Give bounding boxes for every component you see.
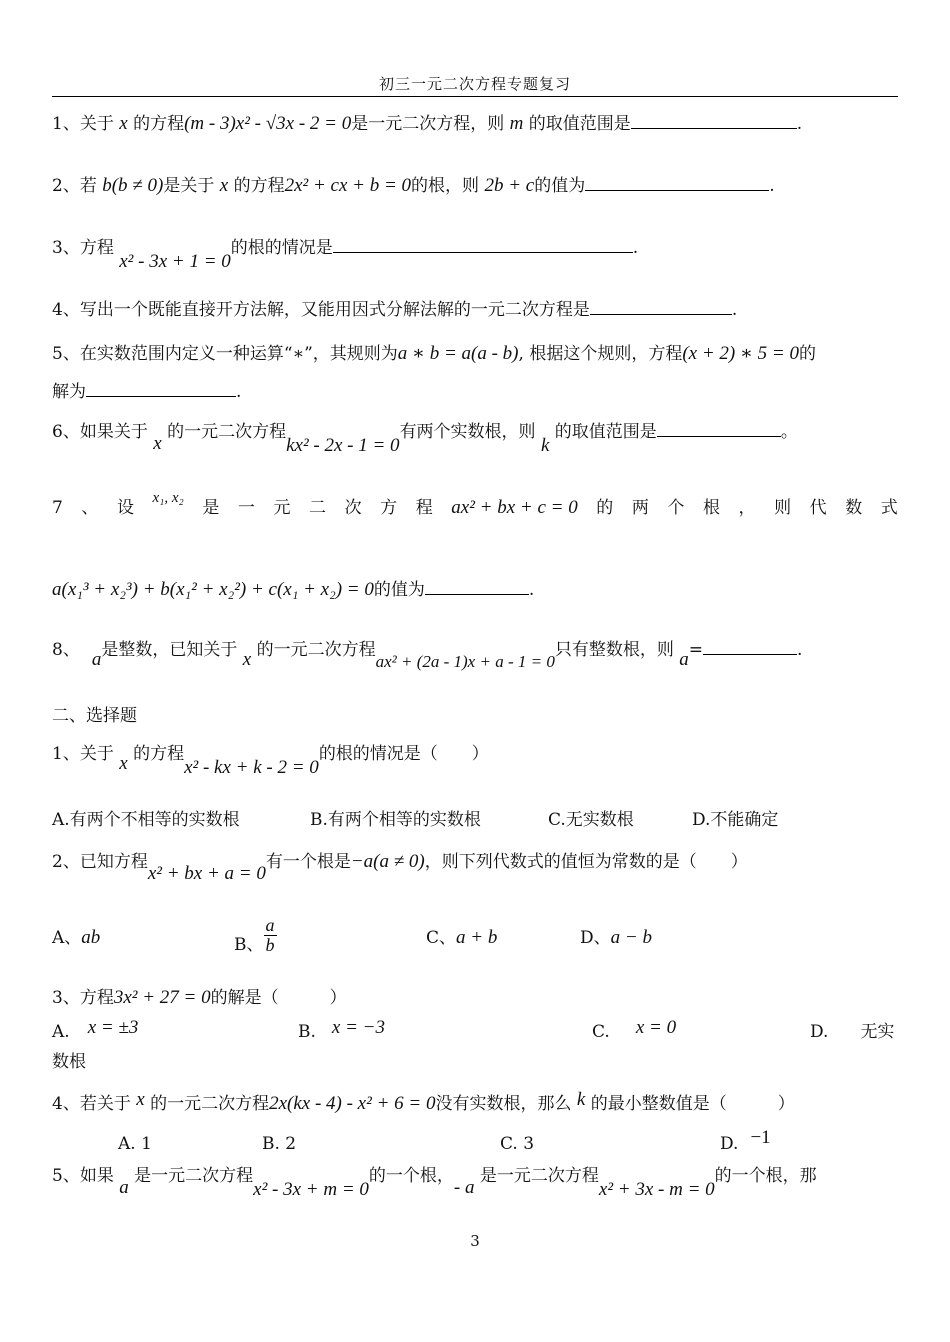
variable: - a bbox=[453, 1177, 475, 1198]
q-text: 如果关于 bbox=[79, 422, 154, 442]
q-text: 的方程 bbox=[127, 114, 185, 134]
q-text: 有一个根是 bbox=[265, 852, 351, 872]
q-text: 的一元二次方程 bbox=[251, 640, 376, 660]
q-text: 的方程 bbox=[127, 744, 185, 764]
variable: a bbox=[91, 649, 102, 670]
q-text: 写出一个既能直接开方法解，又能用因式分解法解的一元二次方程是 bbox=[79, 300, 590, 320]
q-text: . bbox=[236, 382, 242, 402]
q-text: 有两个实数根，则 bbox=[399, 422, 541, 442]
q-text: 若关于 bbox=[79, 1094, 137, 1114]
option-label: D、 bbox=[580, 928, 611, 948]
option-c[interactable] bbox=[548, 808, 634, 832]
option-b[interactable] bbox=[310, 808, 481, 832]
equation: x² - 3x + 1 = 0 bbox=[119, 251, 231, 272]
option-text: A. 1 bbox=[118, 1134, 152, 1154]
option-expression: a − b bbox=[610, 927, 652, 948]
q-text: 方程 bbox=[79, 238, 120, 258]
equation: x² + bx + a = 0 bbox=[147, 863, 266, 884]
option-d-cont bbox=[52, 1050, 86, 1074]
option-expression: x = 0 bbox=[635, 1017, 677, 1038]
fill-question-6 bbox=[52, 420, 798, 456]
q-text: 的解是（ ） bbox=[210, 988, 347, 1008]
option-text: 数根 bbox=[52, 1052, 86, 1072]
equation: ax² + bx + c = 0 bbox=[451, 497, 578, 518]
fill-question-5-cont bbox=[52, 380, 241, 404]
variable: k bbox=[540, 435, 550, 456]
q-text: 如果 bbox=[79, 1166, 120, 1186]
q-text: 是关于 bbox=[163, 176, 220, 196]
option-label: A. bbox=[52, 1022, 70, 1042]
option-b[interactable] bbox=[234, 916, 277, 955]
choice-question-4 bbox=[52, 1089, 795, 1116]
expression: 2b + c bbox=[484, 175, 535, 196]
fill-question-2 bbox=[52, 174, 775, 198]
q-text: 只有整数根，则 bbox=[554, 640, 680, 660]
q-text: 的值为 bbox=[534, 176, 586, 196]
variable: x bbox=[119, 113, 128, 134]
q-text: . bbox=[796, 640, 803, 660]
answer-blank[interactable] bbox=[590, 298, 732, 315]
choice-question-3 bbox=[52, 986, 347, 1010]
q-text: ”，其规则为 bbox=[304, 344, 398, 364]
q-char: 根 bbox=[702, 498, 720, 518]
equation: x² - kx + k - 2 = 0 bbox=[184, 757, 319, 778]
variable: x bbox=[242, 649, 252, 670]
equation: ax² + (2a - 1)x + a - 1 = 0 bbox=[375, 652, 555, 671]
q-text: 的最小整数值是（ ） bbox=[585, 1094, 795, 1114]
q-char: 一 bbox=[237, 498, 255, 518]
q-char: 个 bbox=[667, 498, 685, 518]
option-d[interactable] bbox=[720, 1127, 771, 1156]
option-a[interactable] bbox=[52, 926, 100, 950]
answer-blank[interactable] bbox=[703, 638, 797, 655]
choice-question-5 bbox=[52, 1164, 817, 1200]
option-label: D. bbox=[810, 1022, 829, 1042]
fill-question-4 bbox=[52, 298, 737, 322]
option-expression: x = ±3 bbox=[87, 1017, 139, 1038]
option-text: B.有两个相等的实数根 bbox=[310, 810, 481, 830]
header-title: 初三一元二次方程专题复习 bbox=[378, 75, 571, 93]
q-text: 的根的情况是 bbox=[230, 238, 333, 258]
variable: a bbox=[119, 1177, 129, 1198]
q-text: 的根，则 bbox=[411, 176, 485, 196]
q-text: 的一元二次方程 bbox=[144, 1094, 270, 1114]
option-c[interactable] bbox=[500, 1132, 534, 1156]
rule-expression: a ∗ b = a(a - b) bbox=[397, 343, 519, 364]
q-text: 是一元二次方程 bbox=[474, 1166, 599, 1186]
equation: x² + 3x - m = 0 bbox=[598, 1179, 715, 1200]
equation: (m - 3)x² - √3x - 2 = 0 bbox=[184, 113, 352, 134]
q-text: 的方程 bbox=[228, 176, 285, 196]
option-a[interactable] bbox=[52, 808, 240, 832]
q-char: 次 bbox=[344, 498, 362, 518]
q-char: 式 bbox=[880, 498, 898, 518]
option-d[interactable] bbox=[580, 926, 652, 950]
option-text: C. 3 bbox=[500, 1134, 535, 1154]
option-c[interactable] bbox=[592, 1017, 677, 1044]
q-char: 数 bbox=[845, 498, 863, 518]
q-text: 的取值范围是 bbox=[549, 422, 657, 442]
fill-question-8 bbox=[52, 638, 803, 671]
section-title bbox=[52, 704, 137, 728]
option-text: B. 2 bbox=[262, 1134, 297, 1154]
fill-question-1 bbox=[52, 112, 802, 136]
page-number bbox=[0, 1232, 950, 1250]
fraction bbox=[264, 916, 277, 955]
answer-blank[interactable] bbox=[86, 380, 236, 397]
option-a[interactable] bbox=[118, 1132, 152, 1156]
answer-blank[interactable] bbox=[333, 236, 633, 253]
option-text: 无实 bbox=[860, 1022, 895, 1042]
fill-question-3 bbox=[52, 236, 639, 272]
q-char: 二 bbox=[309, 498, 327, 518]
q-text: 的根的情况是（ ） bbox=[318, 744, 489, 764]
q-number: 1、 bbox=[52, 114, 80, 134]
q-number: 8、 bbox=[52, 640, 80, 660]
q-text: , 根据这个规则，方程 bbox=[518, 344, 683, 364]
choice-question-1 bbox=[52, 742, 489, 778]
q-number: 1、 bbox=[52, 744, 80, 764]
q-number: 2、 bbox=[52, 852, 80, 872]
option-text: A.有两个不相等的实数根 bbox=[52, 810, 240, 830]
fill-question-7-cont bbox=[52, 578, 534, 602]
q-number: 4、 bbox=[52, 300, 80, 320]
q-text: 关于 bbox=[79, 114, 120, 134]
q-text: 的值为 bbox=[373, 580, 425, 600]
q-number: 5、 bbox=[52, 1166, 80, 1186]
option-expression: ab bbox=[81, 927, 101, 948]
q-text: 的一个根，那 bbox=[714, 1166, 817, 1186]
option-label: B、 bbox=[234, 935, 264, 955]
condition: b(b ≠ 0) bbox=[102, 175, 164, 196]
q-char: 方 bbox=[380, 498, 398, 518]
answer-blank[interactable] bbox=[657, 420, 781, 437]
q-text: 关于 bbox=[79, 744, 120, 764]
q-text: 在实数范围内定义一种运算“ bbox=[79, 344, 293, 364]
q-text: ，则下列代数式的值恒为常数的是（ ） bbox=[424, 852, 748, 872]
q-text: . bbox=[632, 238, 639, 258]
q-char: ， bbox=[738, 498, 756, 518]
page-header bbox=[52, 74, 898, 97]
option-d[interactable] bbox=[692, 808, 778, 832]
option-expression: −1 bbox=[750, 1127, 771, 1148]
equation: 3x² + 27 = 0 bbox=[113, 987, 211, 1008]
q-number: 2、 bbox=[52, 176, 80, 196]
q-text: = bbox=[688, 640, 703, 660]
equation: kx² - 2x - 1 = 0 bbox=[286, 435, 400, 456]
q-number: 5、 bbox=[52, 344, 80, 364]
q-number: 4、 bbox=[52, 1094, 80, 1114]
option-label: C. bbox=[592, 1022, 610, 1042]
option-label: B. bbox=[298, 1022, 316, 1042]
variable: m bbox=[509, 113, 524, 134]
option-expression: a + b bbox=[456, 927, 498, 948]
choice-question-2 bbox=[52, 850, 748, 884]
q-char: 的 bbox=[596, 498, 614, 518]
option-expression: x = −3 bbox=[331, 1017, 385, 1038]
q-text: 的 bbox=[798, 344, 816, 364]
variable: x bbox=[136, 1089, 145, 1110]
q-text: 的一个根， bbox=[368, 1166, 454, 1186]
option-label: C、 bbox=[426, 928, 457, 948]
variables: x₁, x₂ bbox=[152, 490, 184, 506]
variable: x bbox=[219, 175, 229, 196]
equation: (x + 2) ∗ 5 = 0 bbox=[682, 343, 799, 364]
option-c[interactable] bbox=[426, 926, 497, 950]
option-label: D. bbox=[720, 1134, 739, 1154]
operator-symbol: ∗ bbox=[292, 344, 305, 364]
q-char: 是 bbox=[202, 498, 220, 518]
q-text: 。 bbox=[780, 422, 798, 442]
answer-blank[interactable] bbox=[631, 112, 797, 129]
q-number: 3、 bbox=[52, 238, 80, 258]
answer-blank[interactable] bbox=[425, 578, 529, 595]
numerator: a bbox=[265, 915, 275, 935]
q-text: . bbox=[528, 580, 535, 600]
q-number: 3、 bbox=[52, 988, 80, 1008]
q-char: 元 bbox=[273, 498, 291, 518]
variable: k bbox=[576, 1089, 586, 1110]
option-text: D.不能确定 bbox=[692, 810, 779, 830]
q-number: 6、 bbox=[52, 422, 80, 442]
q-text: 没有实数根，那么 bbox=[435, 1094, 577, 1114]
q-text: . bbox=[731, 300, 738, 320]
equation: 2x² + cx + b = 0 bbox=[284, 175, 412, 196]
q-char: 代 bbox=[809, 498, 827, 518]
q-text: 若 bbox=[79, 176, 103, 196]
q-char: 则 bbox=[774, 498, 792, 518]
q-text: 是整数，已知关于 bbox=[101, 640, 243, 660]
variable: a bbox=[679, 649, 689, 670]
option-a[interactable] bbox=[52, 1017, 139, 1044]
q-text: . bbox=[796, 114, 803, 134]
page-number-text: 3 bbox=[470, 1232, 480, 1250]
denominator: b bbox=[265, 935, 275, 955]
q-char: 设 bbox=[116, 498, 134, 518]
answer-blank[interactable] bbox=[585, 174, 769, 191]
q-text: 解为 bbox=[52, 382, 86, 402]
q-char: 7 bbox=[52, 498, 63, 518]
q-char: 两 bbox=[631, 498, 649, 518]
q-text: 的取值范围是 bbox=[523, 114, 631, 134]
option-b[interactable] bbox=[298, 1017, 385, 1044]
option-label: A、 bbox=[52, 928, 82, 948]
option-text: C.无实数根 bbox=[548, 810, 634, 830]
q-text: 是一元二次方程，则 bbox=[351, 114, 510, 134]
option-d[interactable] bbox=[810, 1020, 894, 1044]
equation: x² - 3x + m = 0 bbox=[253, 1179, 369, 1200]
q-char: 程 bbox=[415, 498, 433, 518]
option-b[interactable] bbox=[262, 1132, 296, 1156]
q-text: . bbox=[769, 176, 775, 196]
q-text: 是一元二次方程 bbox=[128, 1166, 254, 1186]
equation: 2x(kx - 4) - x² + 6 = 0 bbox=[269, 1093, 436, 1114]
root-expression: −a(a ≠ 0) bbox=[350, 851, 425, 872]
q-char: 、 bbox=[81, 498, 99, 518]
q-text: 已知方程 bbox=[79, 852, 148, 872]
fill-question-7 bbox=[52, 490, 898, 520]
variable: x bbox=[153, 433, 162, 454]
q-text: 的一元二次方程 bbox=[161, 422, 287, 442]
q-text: 方程 bbox=[79, 988, 114, 1008]
expression: a(x₁³ + x₂³) + b(x₁² + x₂²) + c(x₁ + x₂) = 0 bbox=[52, 579, 374, 600]
fill-question-5 bbox=[52, 342, 816, 366]
section-title-text: 二、选择题 bbox=[52, 706, 137, 726]
variable: x bbox=[119, 753, 128, 774]
